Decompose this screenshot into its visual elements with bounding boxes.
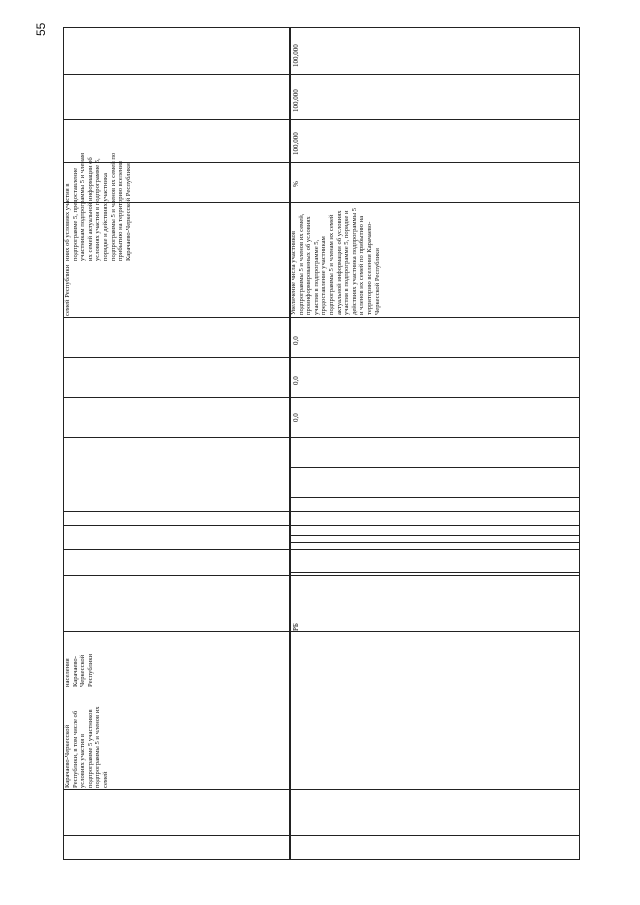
row-line — [63, 575, 580, 576]
right-cell-zero-2: 0,0 — [292, 376, 300, 385]
row-line — [289, 467, 580, 468]
table-border-right — [579, 27, 580, 860]
row-line — [289, 572, 580, 573]
right-cell-value-2: 100,000 — [292, 89, 300, 112]
left-cell-region-text: населения Карачаево-Черкесской Республики — [64, 653, 94, 687]
row-line — [63, 397, 580, 398]
right-cell-unit: % — [292, 181, 300, 187]
right-cell-value-3: 100,000 — [292, 132, 300, 155]
left-cell-people-text: Карачаево-Черкесской Республики, в том числе об условиях участия в подпрограмме 5 участников подпрограммы 5 и членов их семей — [64, 706, 109, 788]
data-table — [63, 27, 580, 860]
row-line — [63, 549, 580, 550]
right-cell-source: РБ — [292, 623, 300, 631]
row-line — [63, 119, 580, 120]
row-line — [63, 511, 580, 512]
right-cell-zero-1: 0,0 — [292, 336, 300, 345]
left-cell-family-text: семей Республики — [64, 264, 71, 316]
column-divider — [289, 27, 291, 860]
right-cell-indicator-text: Увеличение числа участников подпрограммы 5 и членов их семей, проинформированных об условиях участия в подпрограмме 5, предоставление участникам подпрограммы 5 и членам их семей актуальной информации об условиях участия в подпрограмме 5, порядке и действиях участника подпрограммы 5 и членов их семей по прибытию на территорию вселения Карачаево-Черкесской Республики — [290, 207, 381, 315]
row-line — [63, 437, 580, 438]
right-cell-value-1: 100,000 — [292, 44, 300, 67]
row-line — [63, 525, 580, 526]
row-line — [289, 542, 580, 543]
row-line — [63, 27, 580, 28]
row-line — [63, 74, 580, 75]
row-line — [63, 631, 580, 632]
row-line — [63, 357, 580, 358]
right-cell-zero-3: 0,0 — [292, 413, 300, 422]
page-number: 55 — [34, 22, 48, 36]
row-line — [63, 317, 580, 318]
row-line — [63, 859, 580, 860]
left-cell-info-text: ниях об условиях участия в подпрограмме 5, предоставление участникам подпрограммы 5 и членам их семей актуальной информации об условиях участия в подпрограмме 5, порядке и действиях участника подпрограммы 5 и членов их семей по прибытию на территорию вселения Карачаево-Черкесской Республики — [64, 152, 132, 261]
row-line — [63, 789, 580, 790]
row-line — [63, 835, 580, 836]
row-line — [289, 497, 580, 498]
row-line — [289, 535, 580, 536]
